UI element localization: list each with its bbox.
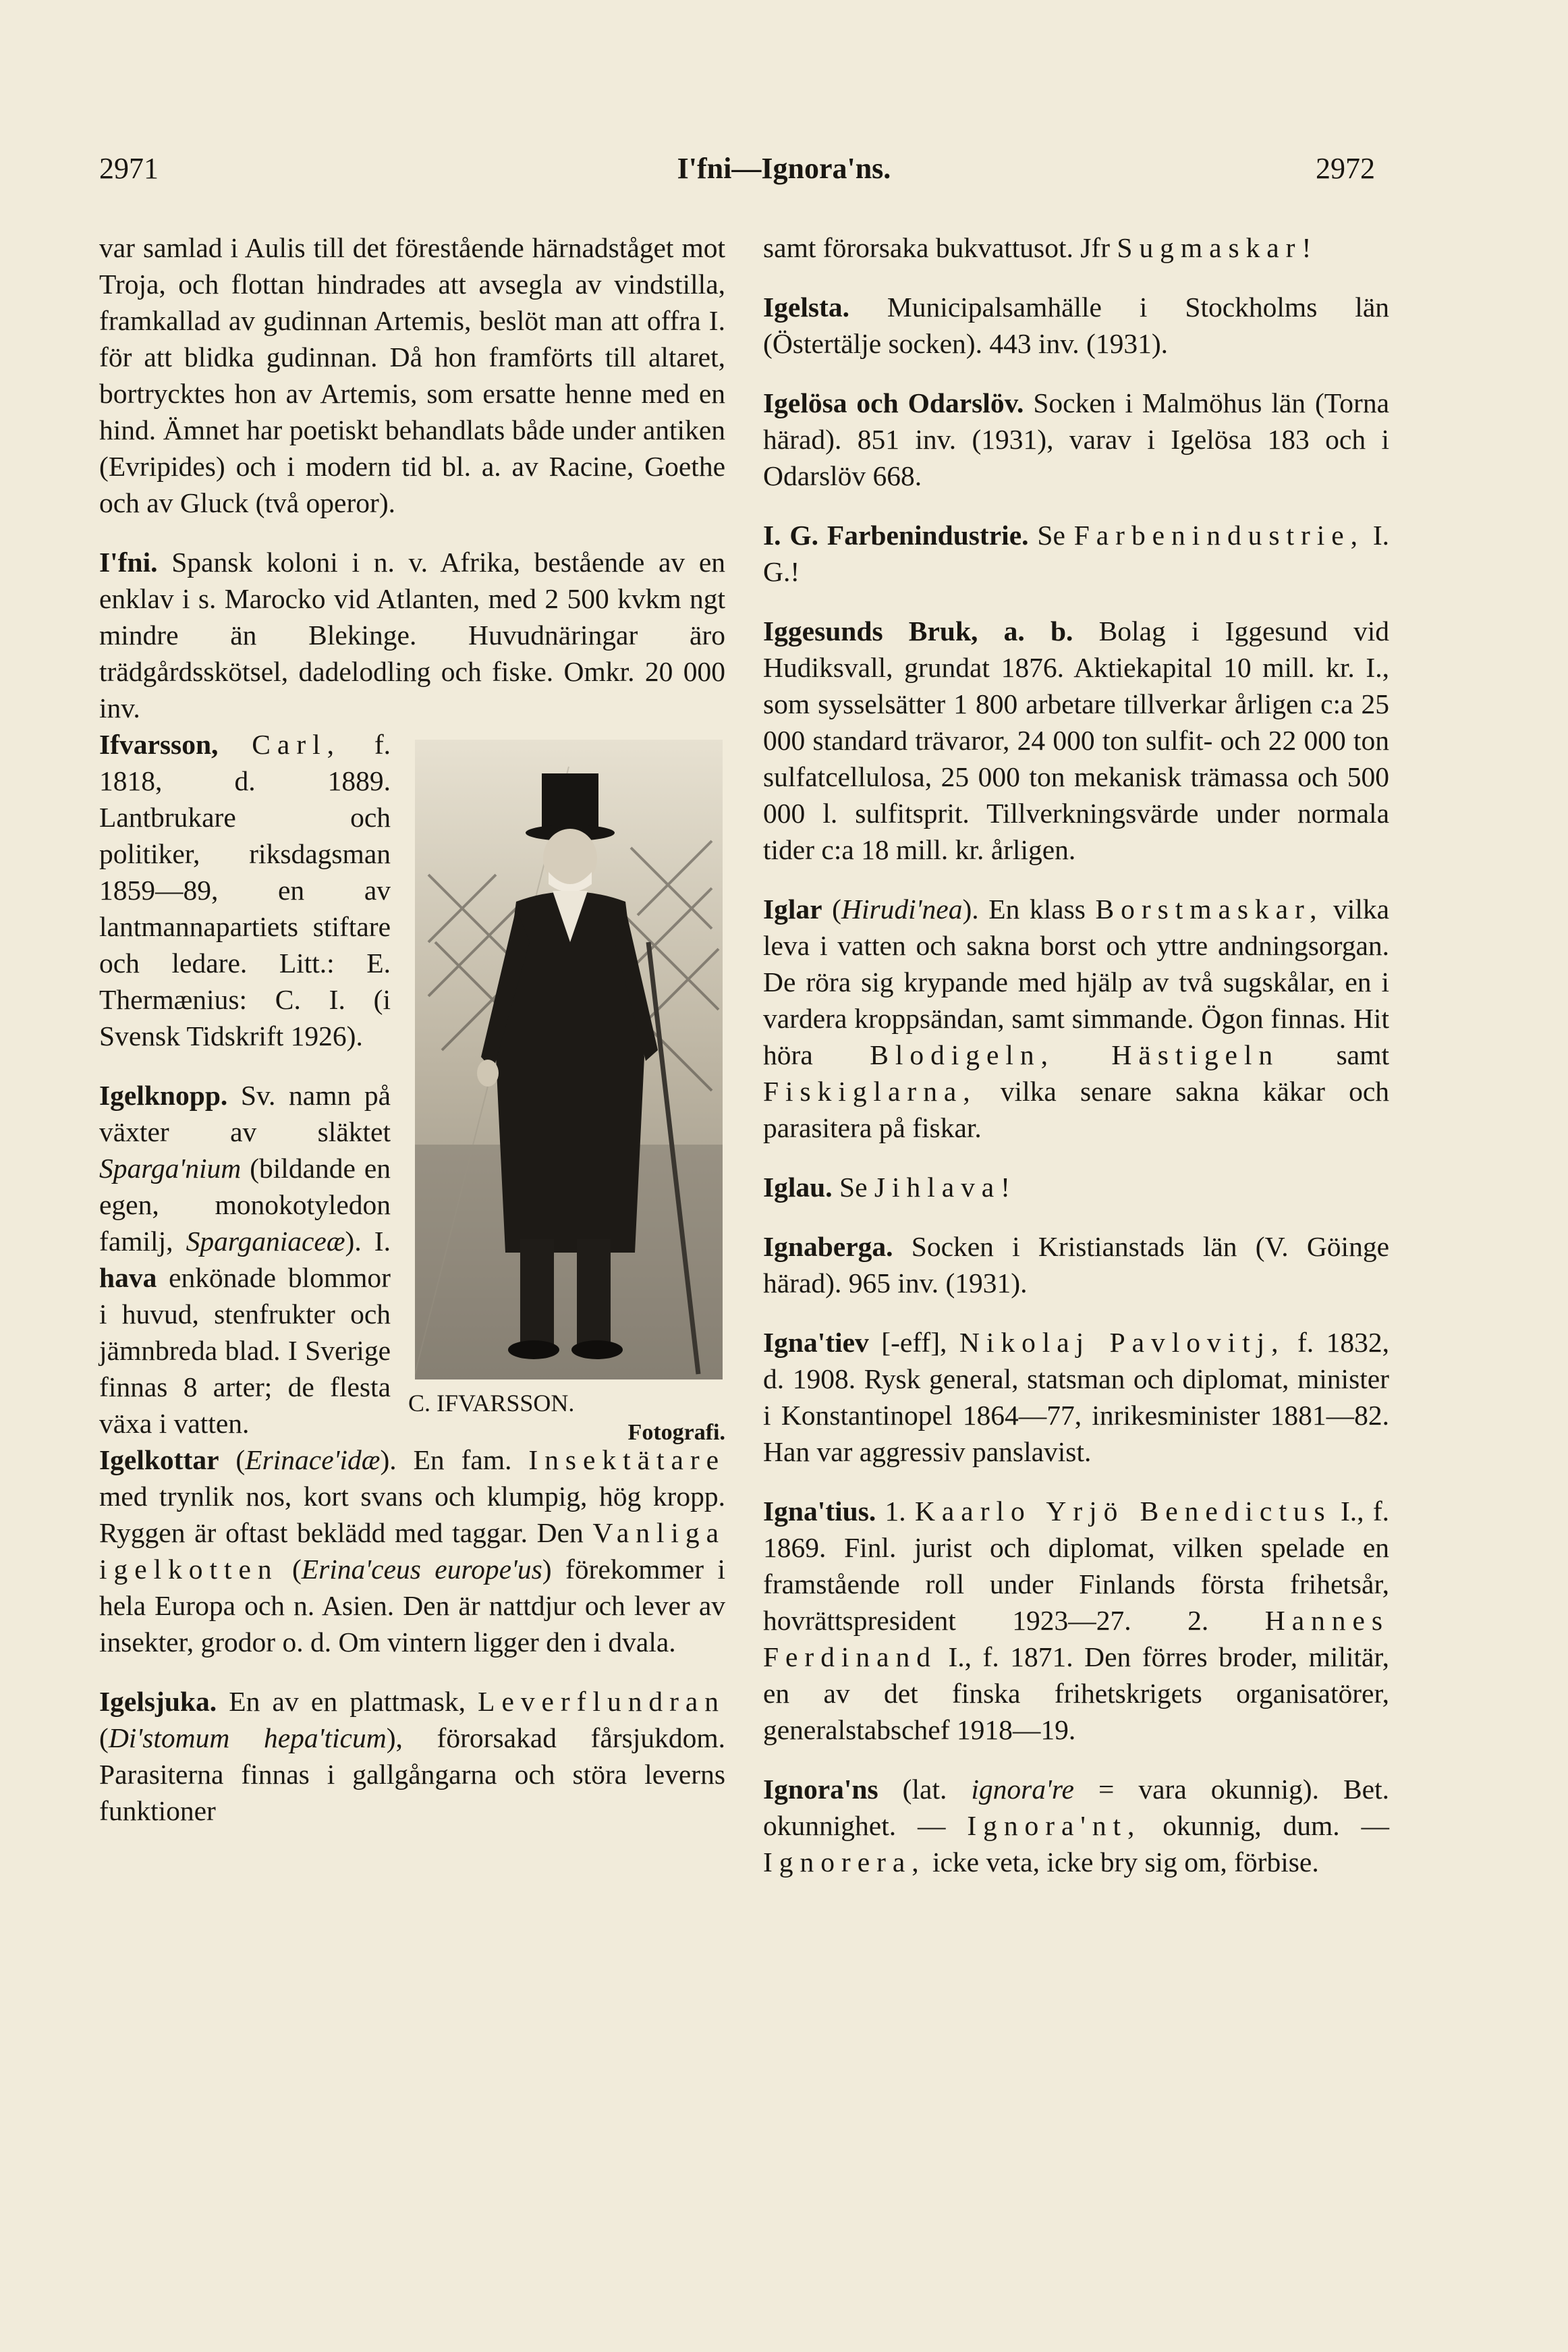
entry-text: vilka leva i vatten och sakna borst och yttre andningsorgan. De röra sig krypande med hjälp av två sugskålar, en i vardera kroppsändan, samt simmande. Ögon finnas. Hit höra [763, 894, 1390, 1070]
entry-text: ). En fam. [380, 1444, 512, 1475]
entry-text: samt förorsaka bukvattusot. Jfr [763, 232, 1111, 263]
spaced-term: Blodigeln, [870, 1039, 1055, 1070]
entry-ig-farben [763, 517, 1389, 590]
entry-text: ( [291, 1554, 302, 1585]
entry-text: 1. [885, 1496, 906, 1527]
spaced-term: Vanliga igelkotten [99, 1517, 725, 1585]
entry-ignaberga [763, 1228, 1389, 1301]
spaced-term: Hästigeln [1111, 1039, 1280, 1070]
latin-term: Erina'ceus europe'us [301, 1554, 542, 1585]
right-column [763, 229, 1389, 1880]
headword: Igelsjuka. [99, 1686, 217, 1717]
headword: Igelsta. [763, 292, 849, 323]
entry-text: Sv. namn på växter av släktet [99, 1080, 391, 1147]
headword: Ifvarsson, [99, 729, 219, 760]
latin-term: Erinace'idæ [245, 1444, 381, 1475]
headword: Igelösa och Odarslöv. [763, 387, 1024, 418]
page-number-left: 2971 [99, 152, 159, 185]
entry-text: En av en plattmask, [229, 1686, 466, 1717]
figure-caption: C. IFVARSSON. [408, 1390, 575, 1417]
entry-igelsta [763, 289, 1389, 362]
entry-text: [-eff], [881, 1327, 947, 1358]
page-number-right: 2972 [1316, 152, 1375, 185]
entry-text: ). En klass [962, 894, 1086, 925]
entry-text: I. G.! [763, 520, 1390, 587]
entry-text: (lat. [902, 1774, 947, 1805]
running-head: I'fni—Ignora'ns. [677, 152, 891, 185]
entry-text: Se [1037, 520, 1065, 551]
entry-text: Socken i Malmöhus län (Torna härad). 851 inv. (1931), varav i Igelösa 183 och i Odarslöv 668. [763, 387, 1389, 491]
person-name: Hannes Ferdinand [763, 1605, 1389, 1672]
entry-ignatius [763, 1493, 1389, 1748]
person-name: Kaarlo Yrjö Benedictus [915, 1496, 1332, 1527]
entry-text: I., f. 1871. Den förres broder, militär, en av det finska frihetskrigets organisatörer, generalstabschef 1918—19. [763, 1641, 1390, 1745]
cross-reference: Insektätare [528, 1444, 726, 1475]
person-name: Nikolaj Pavlovitj, [959, 1327, 1285, 1358]
entry-text: ). I. [345, 1226, 391, 1257]
cross-reference: Sugmaskar! [1117, 232, 1318, 263]
entry-continuation [763, 229, 1389, 266]
entry-text: samt [1336, 1039, 1390, 1070]
cross-reference: Borstmaskar, [1095, 894, 1324, 925]
entry-text: f. 1832, d. 1908. Rysk general, statsman och diplomat, minister i Konstantinopel 1864—77, inrikesminister 1881—82. Han var aggressiv panslavist. [763, 1327, 1390, 1467]
entry-text: med trynlik nos, kort svans och klumpig, hög kropp. Ryggen är oftast beklädd med taggar. Den [99, 1481, 725, 1548]
latin-term: Hirudi'nea [841, 894, 963, 925]
headword: Igna'tiev [763, 1327, 869, 1358]
entry-text: ), förorsakad fårsjukdom. Parasiterna finnas i gallgångarna och störa leverns funktioner [99, 1722, 725, 1826]
entry-text: okunnig, dum. — [1163, 1810, 1390, 1841]
entry-text: Socken i Kristianstads län (V. Göinge härad). 965 inv. (1931). [763, 1231, 1389, 1298]
headword: Igna'tius. [763, 1496, 876, 1527]
entry-ignorans [763, 1771, 1389, 1880]
bold-word: hava [99, 1262, 157, 1293]
entry-text: Spansk koloni i n. v. Afrika, bestående av en enklav i s. Marocko vid Atlanten, med 2 500 kvkm ngt mindre än Blekinge. Huvudnäringar äro trädgårdsskötsel, dadelodling och fiske. Omkr. 20 000 inv. [99, 547, 726, 723]
entry-text: (bildande en egen, monokotyledon familj, [99, 1153, 391, 1257]
headword: Igelkottar [99, 1444, 219, 1475]
person-name: Carl, [252, 729, 341, 760]
entry-iggesund [763, 613, 1389, 868]
spaced-term: Ignora'nt, [967, 1810, 1142, 1841]
latin-term: Sparga'nium [99, 1153, 242, 1184]
entry-ignatiev [763, 1324, 1389, 1470]
spaced-term: Leverflundran [478, 1686, 725, 1717]
entry-text: icke veta, icke bry sig om, förbise. [932, 1847, 1319, 1878]
entry-igelosa [763, 385, 1389, 494]
spaced-term: Ignorera, [763, 1847, 926, 1878]
headword: Iggesunds Bruk, a. b. [763, 616, 1073, 647]
entry-text: var samlad i Aulis till det förestående härnadståget mot Troja, och flottan hindrades att avsegla av vindstilla, framkallad av gudinnan Artemis, beslöt man att offra I. för att blidka gudinnan. Då hon framförts till altaret, bortrycktes hon av Artemis, som ersatte henne med en hind. Ämnet har poetiskt behandlats både under antiken (Evripides) och i modern tid bl. a. av Racine, Goethe och av Gluck (två operor). [99, 232, 725, 518]
spaced-term: Fiskiglarna, [763, 1076, 977, 1107]
entry-text: f. 1818, d. 1889. Lantbrukare och politiker, riksdagsman 1859—89, en av lantmannapartiets stiftare och ledare. Litt.: E. Thermænius: C. I. (i Svensk Tidskrift 1926). [99, 729, 391, 1051]
portrait-photo [415, 740, 723, 1379]
left-column [99, 229, 725, 1829]
headword: Ignora'ns [763, 1774, 878, 1805]
headword: I'fni. [99, 547, 158, 578]
entry-text: Municipalsamhälle i Stockholms län (Östertälje socken). 443 inv. (1931). [763, 292, 1389, 359]
entry-continuation [99, 229, 725, 521]
cross-reference: Jihlava! [874, 1172, 1017, 1203]
entry-ifni [99, 544, 725, 726]
headword: I. G. Farbenindustrie. [763, 520, 1029, 551]
entry-igelsjuka [99, 1683, 725, 1829]
headword: Ignaberga. [763, 1231, 893, 1262]
headword: Iglau. [763, 1172, 833, 1203]
headword: Igelknopp. [99, 1080, 228, 1111]
latin-term: ignora're [971, 1774, 1074, 1805]
entry-igelkottar [99, 1442, 725, 1660]
figure-credit: Fotografi. [627, 1420, 725, 1445]
entry-text: Bolag i Iggesund vid Hudiksvall, grundat 1876. Aktiekapital 10 mill. kr. I., som sysselsätter 1 800 arbetare tillverkar årligen c:a 25 000 standard trävaror, 24 000 ton sulfit- och 22 000 ton sulfatcellulosa, 25 000 ton mekanisk trämassa och 500 000 l. sulfitsprit. Tillverkningsvärde under normala tider c:a 18 mill. kr. årligen. [763, 616, 1390, 865]
entry-text: = vara okunnig). Bet. okunnighet. — [763, 1774, 1389, 1841]
entry-text: I., f. 1869. Finl. jurist och diplomat, vilken spelade en framstående roll under Finlands första frihetsår, hovrättspresident 1923—27. 2. [763, 1496, 1390, 1636]
entry-text: ( [235, 1444, 246, 1475]
entry-text: Se [839, 1172, 868, 1203]
headword: Iglar [763, 894, 822, 925]
entry-text: ) förekommer i hela Europa och n. Asien. Den är nattdjur och lever av insekter, grodor o. d. Om vintern ligger den i dvala. [99, 1554, 725, 1658]
latin-term: Sparganiaceæ [186, 1226, 345, 1257]
latin-term: Di'stomum hepa'ticum [108, 1722, 387, 1753]
entry-text: ( [832, 894, 841, 925]
entry-text: ( [99, 1722, 109, 1753]
cross-reference: Farbenindustrie, [1073, 520, 1364, 551]
portrait-figure [408, 740, 725, 1445]
entry-text: vilka senare sakna käkar och parasitera på fiskar. [763, 1076, 1389, 1143]
entry-iglau [763, 1169, 1389, 1205]
entry-text: enkönade blommor i huvud, stenfrukter och jämnbreda blad. I Sverige finnas 8 arter; de flesta växa i vatten. [99, 1262, 391, 1439]
entry-iglar [763, 891, 1389, 1146]
